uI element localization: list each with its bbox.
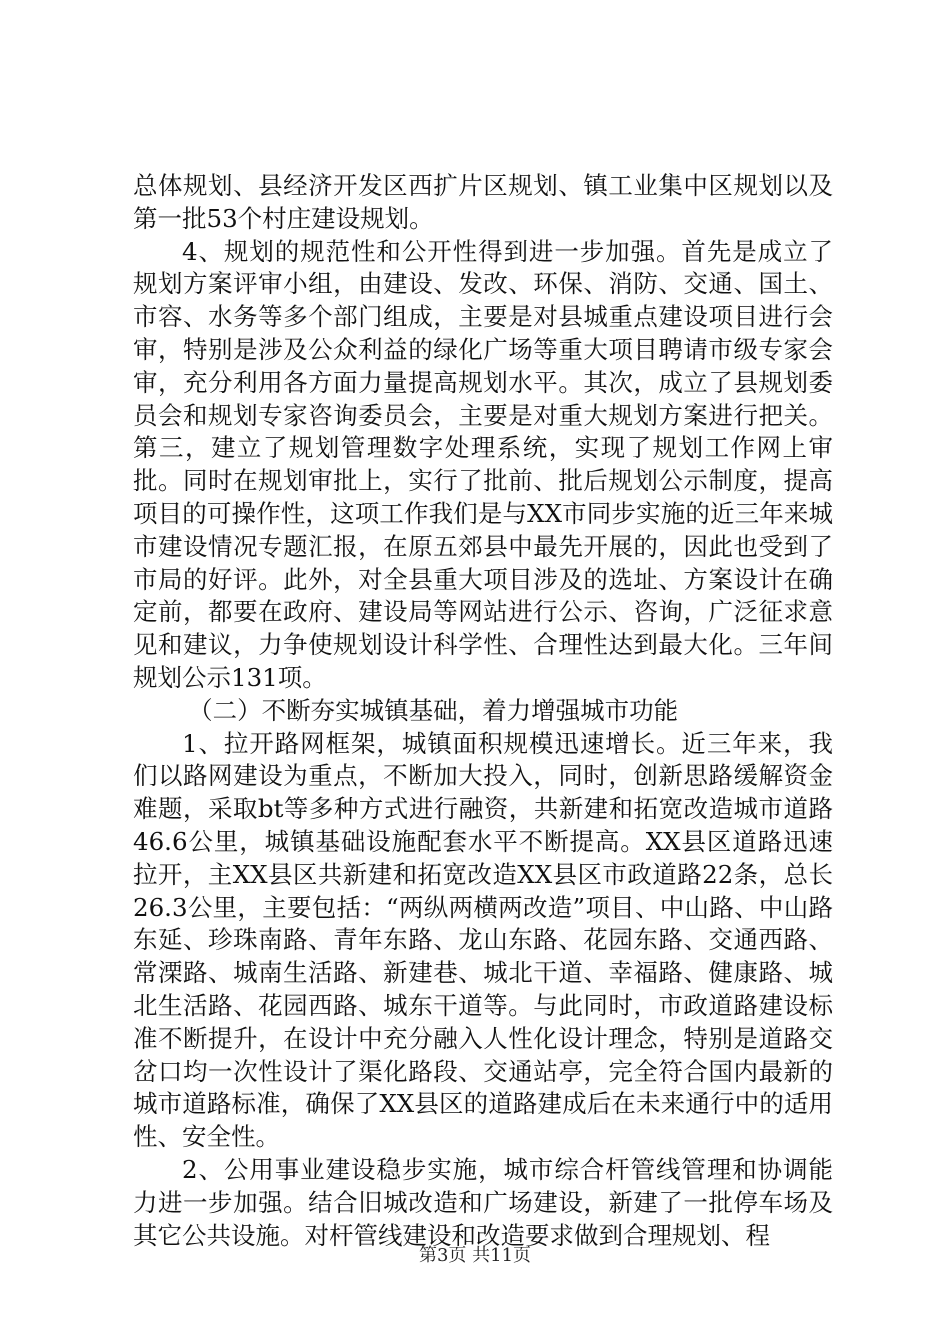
page-number-footer: 第3页 共11页 bbox=[418, 1245, 532, 1266]
paragraph-public-utilities: 2、公用事业建设稳步实施，城市综合杆管线管理和协调能力进一步加强。结合旧城改造和广场建设，新建了一批停车场及其它公共设施。对杆管线建设和改造要求做到合理规划、程 bbox=[133, 1154, 833, 1250]
paragraph-planning-standardization: 4、规划的规范性和公开性得到进一步加强。首先是成立了规划方案评审小组，由建设、发改、环保、消防、交通、国土、市容、水务等多个部门组成，主要是对县城重点建设项目进行会审，特别是涉及公众利益的绿化广场等重大项目聘请市级专家会审，充分利用各方面力量提高规划水平。其次，成立了县规划委员会和规划专家咨询委员会，主要是对重大规划方案进行把关。第三，建立了规划管理数字处理系统，实现了规划工作网上审批。同时在规划审批上，实行了批前、批后规划公示制度，提高项目的可操作性，这项工作我们是与XX市同步实施的近三年来城市建设情况专题汇报，在原五郊县中最先开展的，因此也受到了市局的好评。此外，对全县重大项目涉及的选址、方案设计在确定前，都要在政府、建设局等网站进行公示、咨询，广泛征求意见和建议，力争使规划设计科学性、合理性达到最大化。三年间规划公示131项。 bbox=[133, 236, 833, 692]
section-heading: （二）不断夯实城镇基础，着力增强城市功能 bbox=[188, 695, 679, 725]
paragraph-continuation: 总体规划、县经济开发区西扩片区规划、镇工业集中区规划以及第一批53个村庄建设规划。 bbox=[133, 171, 833, 233]
paragraph-road-network: 1、拉开路网框架，城镇面积规模迅速增长。近三年来，我们以路网建设为重点，不断加大投入，同时，创新思路缓解资金难题，采取bt等多种方式进行融资，共新建和拓宽改造城市道路46.6公里，城镇基础设施配套水平不断提高。XX县区道路迅速拉开，主XX县区共新建和拓宽改造XX县区市政道路22条，总长26.3公里，主要包括：“两纵两横两改造”项目、中山路、中山路东延、珍珠南路、青年东路、龙山东路、花园东路、交通西路、常溧路、城南生活路、新建巷、城北干道、幸福路、健康路、城北生活路、花园西路、城东干道等。与此同时，市政道路建设标准不断提升，在设计中充分融入人性化设计理念，特别是道路交岔口均一次性设计了渠化路段、交通站亭，完全符合国内最新的城市道路标准，确保了XX县区的道路建成后在未来通行中的适用性、安全性。 bbox=[133, 728, 833, 1152]
document-body bbox=[133, 170, 833, 1252]
